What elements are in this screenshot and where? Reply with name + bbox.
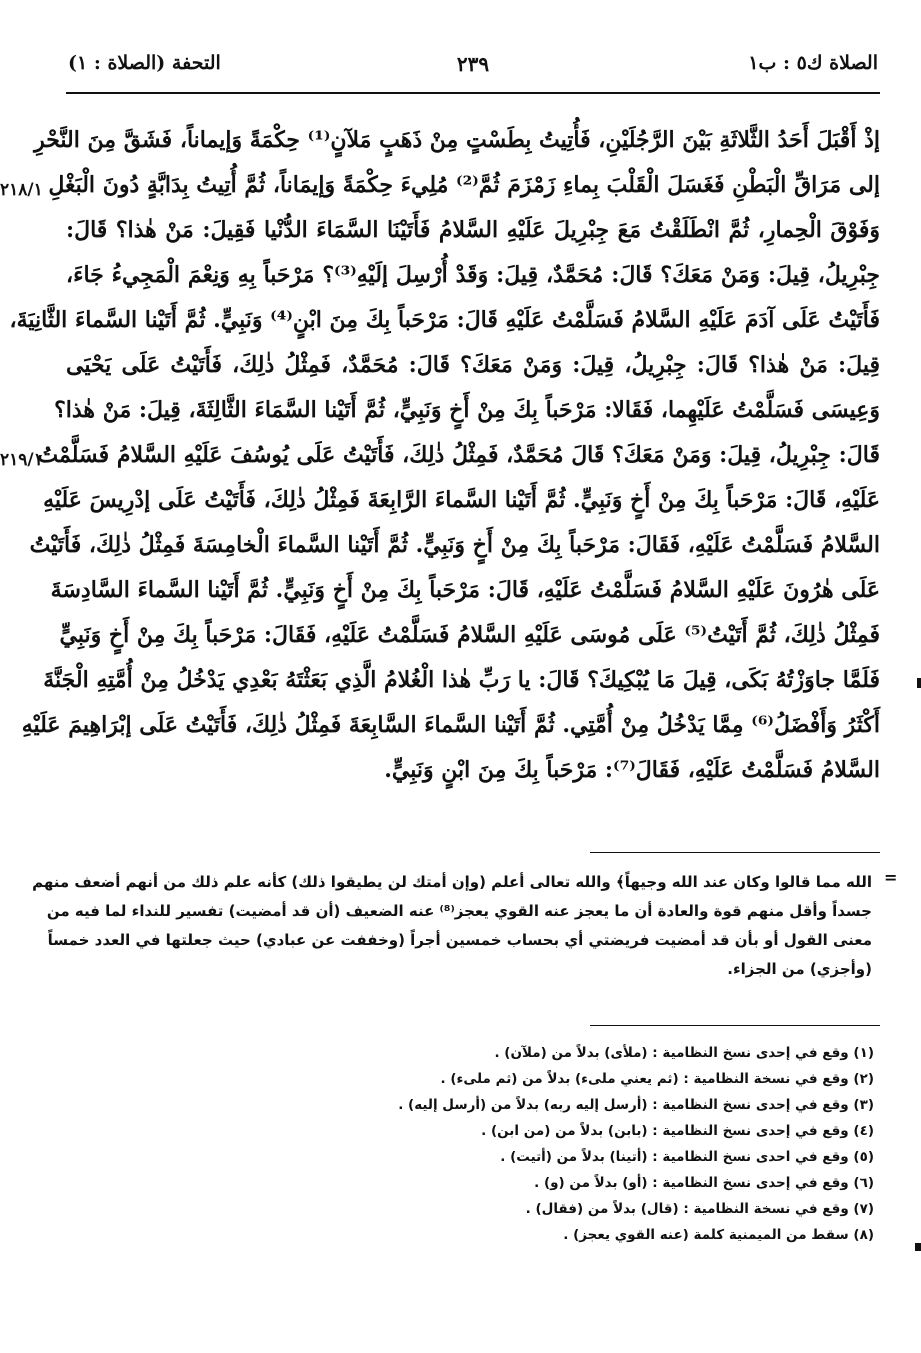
- commentary-line: جسداً وأقل منهم قوة والعادة أن ما يعجز عنه القوي يعجز⁽⁸⁾ عنه الضعيف (أن قد أمضيت) تفسير للنداء لما فيه من: [46, 902, 872, 920]
- commentary-line: معنى القول أو بأن قد أمضيت فريضتي أي بحساب خمسين أجراً (وخففت عن عبادي) حيث جعلتها في العدد خمساً: [47, 931, 872, 949]
- margin-reference-2: ٢١٩/١: [0, 450, 43, 470]
- text-line: أَكْثَرُ وَأَفْضَلُ⁽⁶⁾ مِمَّا يَدْخُلُ مِنْ أُمَّتِي. ثُمَّ أَتَيْنا السَّماءَ السَّابِعَةَ فَمِثْلُ ذٰلِكَ، فَأَتَيْتُ عَلَى إبْرَاهِيمَ عَلَيْهِ: [21, 712, 880, 738]
- footnote: (٧) وقع في نسخة النظامية : (قال) بدلاً من (فقال) .: [525, 1201, 874, 1217]
- text-line: إلى مَرَاقِّ الْبَطْنِ فَغَسَلَ الْقَلْبَ بِماءِ زَمْزَمَ ثُمَّ⁽²⁾ مُلِيءَ حِكْمَةً وَإيمَاناً، ثُمَّ أُتِيتُ بِدَابَّةٍ دُونَ الْبَغْلِ: [48, 172, 880, 198]
- page-header: [66, 44, 880, 84]
- edge-mark-1: [917, 678, 921, 688]
- commentary-text: [32, 868, 872, 984]
- header-rule: [66, 92, 880, 94]
- footnote: (٥) وقع في احدى نسخ النظامية : (أتينا) بدلاً من (أتيت) .: [500, 1149, 874, 1165]
- page-number: ٢٣٩: [456, 52, 490, 76]
- book-reference: التحفة (الصلاة : ١): [68, 52, 221, 74]
- text-line: عَلَيْهِ، قَالَ: مَرْحَباً بِكَ مِنْ أَخٍ وَنَبِيٍّ. ثُمَّ أَتَيْنا السَّماءَ الرَّابِعَةَ فَمِثْلُ ذٰلِكَ، فَأَتَيْتُ عَلَى إدْرِيسَ عَلَيْهِ: [43, 487, 880, 513]
- footnote: (٨) سقط من الميمنية كلمة (عنه القوي يعجز) .: [563, 1227, 874, 1243]
- text-line: قَالَ: جِبْرِيلُ، قِيلَ: وَمَنْ مَعَكَ؟ قَالَ مُحَمَّدٌ، فَمِثْلُ ذٰلِكَ، فَأَتَيْتُ عَلَى يُوسُفَ عَلَيْهِ السَّلامُ فَسَلَّمْتُ: [37, 442, 880, 468]
- edge-mark-2: [915, 1243, 921, 1251]
- footnote: (٦) وقع في إحدى نسخ النظامية : (أو) بدلاً من (و) .: [534, 1175, 874, 1191]
- footnote: (٣) وقع في إحدى نسخ النظامية : (أرسل إليه ربه) بدلاً من (أرسل إليه) .: [398, 1097, 874, 1113]
- continuation-mark: =: [884, 868, 898, 887]
- text-line: فَلَمَّا جاوَزْتُهُ بَكَى، قِيلَ مَا يُبْكِيكَ؟ قَالَ: يا رَبِّ هٰذا الْغُلامُ الَّذِي بَعَثْتَهُ بَعْدِي يَدْخُلُ مِنْ أُمَّتِهِ الْجَنَّةَ: [43, 667, 880, 693]
- text-line: إذْ أَقْبَلَ أَحَدُ الثَّلاثَةِ بَيْنَ الرَّجُلَيْنِ، فَأُتِيتُ بِطَسْتٍ مِنْ ذَهَبٍ مَلآنٍ⁽¹⁾ حِكْمَةً وَإيماناً، فَشَقَّ مِنَ النَّحْرِ: [34, 127, 880, 153]
- text-line: السَّلامُ فَسَلَّمْتُ عَلَيْهِ، فَقَالَ: مَرْحَباً بِكَ مِنْ أَخٍ وَنَبِيٍّ. ثُمَّ أَتَيْنا السَّماءَ الْخامِسَةَ فَمِثْلُ ذٰلِكَ، فَأَتَيْتُ: [29, 532, 880, 558]
- text-line: قِيلَ: مَنْ هٰذا؟ قَالَ: جِبْرِيلُ، قِيلَ: وَمَنْ مَعَكَ؟ قَالَ: مُحَمَّدٌ، فَمِثْلُ ذٰلِكَ، فَأَتَيْتُ عَلَى يَحْيَى: [66, 352, 880, 378]
- footnotes-list: [66, 1040, 880, 1248]
- text-line: فَمِثْلُ ذٰلِكَ، ثُمَّ أَتَيْتُ⁽⁵⁾ عَلَى مُوسَى عَلَيْهِ السَّلامُ فَسَلَّمْتُ عَلَيْهِ، فَقَالَ: مَرْحَباً بِكَ مِنْ أَخٍ وَنَبِيٍّ: [59, 622, 880, 648]
- footnote: (١) وقع في إحدى نسخ النظامية : (ملأى) بدلاً من (ملآن) .: [494, 1045, 874, 1061]
- footnote-separator: [590, 852, 880, 853]
- text-line: فَأَتَيْتُ عَلَى آدَمَ عَلَيْهِ السَّلامُ فَسَلَّمْتُ عَلَيْهِ قَالَ: مَرْحَباً بِكَ مِنَ ابْنٍ⁽⁴⁾ وَنَبِيٍّ. ثُمَّ أَتَيْنا السَّماءَ الثَّانِيَةَ،: [9, 307, 880, 333]
- margin-reference-1: ٢١٨/١: [0, 180, 43, 200]
- notes-separator: [590, 1025, 880, 1026]
- section-reference: الصلاة ك٥ : ب١: [748, 52, 878, 74]
- commentary-line: (وأجزي) من الجزاء.: [727, 960, 872, 978]
- text-line: جِبْرِيلُ، قِيلَ: وَمَنْ مَعَكَ؟ قَالَ: مُحَمَّدٌ، قِيلَ: وَقَدْ أُرْسِلَ إلَيْهِ⁽³⁾؟ مَرْحَباً بِهِ وَنِعْمَ الْمَجِيءُ جَاءَ،: [66, 262, 880, 288]
- footnote: (٤) وقع في إحدى نسخ النظامية : (بابن) بدلاً من (من ابن) .: [481, 1123, 874, 1139]
- commentary-line: الله مما قالوا وكان عند الله وجيهاً﴾ والله تعالى أعلم (وإن أمتك لن يطيقوا ذلك) كأنه علم ذلك من أنهم أضعف منهم: [32, 873, 872, 891]
- text-line: عَلَى هٰرُونَ عَلَيْهِ السَّلامُ فَسَلَّمْتُ عَلَيْهِ، قَالَ: مَرْحَباً بِكَ مِنْ أَخٍ وَنَبِيٍّ. ثُمَّ أَتَيْنا السَّماءَ السَّادِسَةَ: [50, 577, 880, 603]
- footnote: (٢) وقع في نسخة النظامية : (ثم يعني ملىء) بدلاً من (ثم ملىء) .: [440, 1071, 874, 1087]
- text-line: وَعِيسَى فَسَلَّمْتُ عَلَيْهِما، فَقَالا: مَرْحَباً بِكَ مِنْ أَخٍ وَنَبِيٍّ، ثُمَّ أَتَيْنا السَّمَاءَ الثَّالِثَةَ، قِيلَ: مَنْ هٰذا؟: [54, 397, 880, 423]
- text-line: السَّلامُ فَسَلَّمْتُ عَلَيْهِ، فَقَالَ⁽⁷⁾: مَرْحَباً بِكَ مِنَ ابْنٍ وَنَبِيٍّ.: [384, 757, 880, 783]
- text-line: وَفَوْقَ الْحِمارِ، ثُمَّ انْطَلَقْتُ مَعَ جِبْرِيلَ عَلَيْهِ السَّلامُ فَأَتَيْنَا السَّمَاءَ الدُّنْيا فَقِيلَ: مَنْ هٰذا؟ قَالَ:: [66, 217, 880, 243]
